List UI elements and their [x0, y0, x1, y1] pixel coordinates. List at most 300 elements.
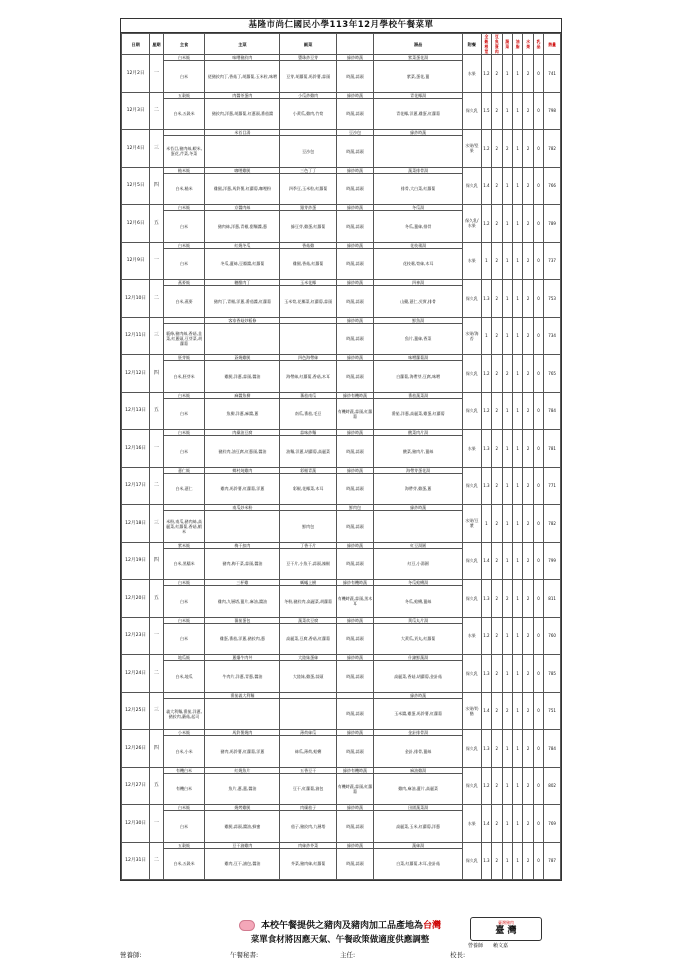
side-ingredients: 芥菜,豬肉絲,紅蘿蔔 — [280, 848, 336, 880]
main-ingredients: 豬絞肉,洋蔥,胡蘿蔔,紅蔥頭,番茄醬 — [205, 98, 280, 130]
weekday-cell: 四 — [150, 730, 164, 768]
nutrition-cell: 2 — [492, 242, 502, 280]
nutrition-cell: 2 — [523, 505, 533, 543]
notice-origin: 台灣 — [423, 921, 442, 931]
soup-name: 綠炒時蔬 — [374, 130, 463, 136]
side-dish2-name: 綠炒時蔬 — [336, 55, 374, 61]
nutrition-cell: 2 — [523, 730, 533, 768]
nutrition-cell: 1 — [502, 167, 512, 205]
nutrition-cell: 1 — [512, 842, 522, 880]
nutrition-cell: 2 — [492, 92, 502, 130]
main-ingredients: 豬肉,梅干菜,蒜頭,醬油 — [205, 548, 280, 580]
date-cell: 12月20日 — [122, 580, 150, 618]
nutrition-cell: 0 — [533, 805, 543, 843]
soup-ingredients — [374, 136, 463, 168]
main-dish-name: 南瓜炒米粉 — [205, 505, 280, 511]
nutrition-cell: 2 — [492, 280, 502, 318]
nutrition-cell: 1 — [512, 280, 522, 318]
nutrition-cell: 741 — [544, 55, 561, 93]
side-dish-name: 蕃茄南瓜 — [280, 392, 336, 398]
nutrition-cell: 1 — [502, 842, 512, 880]
side-ingredients: 高麗菜,豆腐,香菇,紅蘿蔔 — [280, 623, 336, 655]
nutrition-cell: 1 — [481, 505, 491, 543]
side-ingredients: 南瓜,番茄,毛豆 — [280, 398, 336, 430]
nutrition-cell: 787 — [544, 842, 561, 880]
header-cell — [336, 34, 374, 55]
soup-ingredients: 高麗菜,玉米,紅蘿蔔,洋蔥 — [374, 811, 463, 843]
soup-name: 田園蔬菜湯 — [374, 805, 463, 811]
date-cell: 12月11日 — [122, 317, 150, 355]
side-dish-name: 三色丁丁 — [280, 167, 336, 173]
main-dish-name: 馬鈴薯燒肉 — [205, 730, 280, 736]
soup-ingredients: 白蘿蔔,海帶芽,豆腐,味噌 — [374, 361, 463, 393]
soup-name: 鮮魚湯 — [374, 317, 463, 323]
side2-ingredients: 時蔬,蒜頭 — [336, 623, 374, 655]
soup-name: 紅豆湯圓 — [374, 542, 463, 548]
weekday-cell: 一 — [150, 55, 164, 93]
staple-ingredients: 白米 — [163, 586, 205, 618]
header-cell: 附餐 — [462, 34, 481, 55]
nutrition-cell: 771 — [544, 467, 561, 505]
header-cell: 湯品 — [374, 34, 463, 55]
header-cell: 日期 — [122, 34, 150, 55]
weekday-cell: 四 — [150, 167, 164, 205]
nutrition-cell: 2 — [523, 280, 533, 318]
extra-cell: 保久乳 — [462, 92, 481, 130]
staple-name: 白米飯 — [163, 580, 205, 586]
main-ingredients: 雞肉,馬鈴薯,紅蘿蔔,洋蔥 — [205, 473, 280, 505]
side2-ingredients: 時蔬,蒜頭 — [336, 286, 374, 318]
side-dish2-name: 綠炒時蔬 — [336, 167, 374, 173]
staple-name: 白米飯 — [163, 430, 205, 436]
side-dish2-name: 綠炒時蔬 — [336, 355, 374, 361]
side-ingredients: 彩椒,花椰菜,木耳 — [280, 473, 336, 505]
header-cell: 主菜 — [205, 34, 280, 55]
staple-name: 紫米飯 — [163, 542, 205, 548]
soup-ingredients: 玉米醬,雞蛋,馬鈴薯,紅蘿蔔 — [374, 698, 463, 730]
staple-name: 五穀飯 — [163, 842, 205, 848]
sign-director: 主任: — [340, 951, 356, 959]
nutrition-cell: 765 — [544, 355, 561, 393]
main-dish-name: 梅干扣肉 — [205, 542, 280, 548]
soup-ingredients: 紅豆,小湯圓 — [374, 548, 463, 580]
taiwan-pork-badge — [470, 917, 542, 941]
date-cell: 12月17日 — [122, 467, 150, 505]
date-cell: 12月9日 — [122, 242, 150, 280]
side2-ingredients: 時蔬,蒜頭 — [336, 811, 374, 843]
nutrition-cell: 1 — [502, 617, 512, 655]
nutrition-cell: 2 — [523, 355, 533, 393]
notice-line2: 菜單食材將因應天氣、午餐政策做適度供應調整 — [250, 935, 430, 945]
main-ingredients: 豬肉絲,洋蔥,青椒,甜麵醬,蔥 — [205, 211, 280, 243]
page-title: 基隆市尚仁國民小學113年12月學校午餐菜單 — [121, 19, 561, 33]
nutrition-cell: 1.3 — [481, 280, 491, 318]
sign-secretary: 午餐秘書: — [230, 951, 259, 959]
extra-cell: 保久乳 — [462, 355, 481, 393]
nutrition-cell: 1 — [512, 767, 522, 805]
weekday-cell: 三 — [150, 505, 164, 543]
weekday-cell: 四 — [150, 355, 164, 393]
side-dish-name: 蒜味炒麵 — [280, 430, 336, 436]
date-cell: 12月4日 — [122, 130, 150, 168]
nutrition-cell: 1.3 — [481, 430, 491, 468]
nutrition-cell: 2 — [523, 205, 533, 243]
nutrition-cell: 2 — [523, 767, 533, 805]
soup-ingredients: 青花椰,洋蔥,雞蛋,紅蘿蔔 — [374, 98, 463, 130]
nutrition-cell: 1.5 — [481, 92, 491, 130]
weekday-cell: 一 — [150, 242, 164, 280]
nutrition-cell: 2 — [523, 167, 533, 205]
staple-ingredients: 白米,糙米 — [163, 173, 205, 205]
nutrition-cell: 784 — [544, 392, 561, 430]
nutrition-cell: 1 — [502, 430, 512, 468]
menu-sheet — [120, 18, 562, 881]
staple-ingredients: 白米 — [163, 211, 205, 243]
main-ingredients: 雞蛋,番茄,洋蔥,豬絞肉,蔥 — [205, 623, 280, 655]
main-ingredients — [205, 323, 280, 355]
nutrition-cell: 2 — [492, 767, 502, 805]
soup-ingredients: 海帶芽,雞蛋,蔥 — [374, 473, 463, 505]
nutrition-cell: 753 — [544, 280, 561, 318]
staple-ingredients: 白米,黑糯米 — [163, 548, 205, 580]
side-ingredients: 豆沙包 — [280, 136, 336, 168]
side2-ingredients: 時蔬,蒜頭 — [336, 548, 374, 580]
weekday-cell: 五 — [150, 580, 164, 618]
nutrition-cell: 1 — [502, 280, 512, 318]
weekday-cell: 二 — [150, 655, 164, 693]
nutrition-cell: 811 — [544, 580, 561, 618]
side-dish-name: 玉米花椰 — [280, 280, 336, 286]
main-ingredients: 冬瓜,薑絲,豆瓣醬,紅蘿蔔 — [205, 248, 280, 280]
nutrition-cell: 1.3 — [481, 730, 491, 768]
nutrition-cell: 0 — [533, 392, 543, 430]
nutrition-cell: 1 — [502, 655, 512, 693]
soup-name: 青花椰湯 — [374, 92, 463, 98]
soup-name: 冬瓜湯 — [374, 205, 463, 211]
nutrition-cell: 1.2 — [481, 205, 491, 243]
side-dish-name: 彩椒青蔬 — [280, 467, 336, 473]
nutrition-cell: 2 — [492, 842, 502, 880]
side-ingredients — [280, 698, 336, 730]
nutrition-cell: 1 — [512, 92, 522, 130]
nutrition-cell: 2 — [492, 430, 502, 468]
nutrition-cell: 1.4 — [481, 692, 491, 730]
nutrition-cell: 1.3 — [481, 467, 491, 505]
side-ingredients: 四季豆,玉米粒,紅蘿蔔 — [280, 173, 336, 205]
nutrition-cell: 2 — [523, 392, 533, 430]
side2-ingredients: 時蔬,蒜頭 — [336, 173, 374, 205]
main-ingredients: 雞腿,洋蔥,蒜頭,醬油 — [205, 361, 280, 393]
nutrition-cell: 2 — [523, 580, 533, 618]
nutrition-cell: 0 — [533, 692, 543, 730]
main-dish-name: 蕃茄蛋包 — [205, 617, 280, 623]
nutrition-cell: 1 — [512, 467, 522, 505]
sign-dietitian: 營養師: — [120, 951, 142, 959]
nutrition-cell: 2 — [523, 130, 533, 168]
soup-name: 綠炒時蔬 — [374, 505, 463, 511]
soup-name: 海帶芽蛋花湯 — [374, 467, 463, 473]
weekday-cell: 一 — [150, 805, 164, 843]
nutrition-cell: 2 — [502, 130, 512, 168]
staple-ingredients: 白米,胚芽米 — [163, 361, 205, 393]
soup-ingredients: 金針,排骨,薑絲 — [374, 736, 463, 768]
main-dish-name: 紅燒魚片 — [205, 767, 280, 773]
staple-ingredients: 白米 — [163, 811, 205, 843]
soup-name: 綠炒時蔬 — [374, 692, 463, 698]
nutrition-cell: 0 — [533, 355, 543, 393]
side-ingredients: 冬粉,豬絞肉,高麗菜,胡蘿蔔 — [280, 586, 336, 618]
side-dish2-name: 綠炒時蔬 — [336, 805, 374, 811]
nutrition-cell: 0 — [533, 467, 543, 505]
nutrition-cell: 0 — [533, 205, 543, 243]
side-ingredients: 豆干片,小魚干,蒜頭,辣椒 — [280, 548, 336, 580]
soup-ingredients: 白菜,紅蘿蔔,木耳,金針菇 — [374, 848, 463, 880]
side-dish2-name: 綠炒時蔬 — [336, 467, 374, 473]
nutrition-cell: 1 — [512, 430, 522, 468]
staple-ingredients: 義大利麵,番茄,洋蔥,豬絞肉,蘑菇,起司 — [163, 698, 205, 730]
nutrition-cell: 1 — [512, 55, 522, 93]
weekday-cell: 二 — [150, 92, 164, 130]
staple-name: 有機白米 — [163, 767, 205, 773]
extra-cell: 保久乳 — [462, 767, 481, 805]
nutrition-cell: 2 — [492, 692, 502, 730]
nutrition-cell: 1 — [502, 730, 512, 768]
extra-cell: 水果 — [462, 617, 481, 655]
side-dish2-name: 豆沙包 — [336, 130, 374, 136]
nutrition-cell: 802 — [544, 767, 561, 805]
staple-name: 五穀飯 — [163, 92, 205, 98]
weekday-cell: 一 — [150, 617, 164, 655]
nutrition-cell: 784 — [544, 730, 561, 768]
side2-ingredients: 時蔬,蒜頭 — [336, 361, 374, 393]
weekday-cell: 三 — [150, 317, 164, 355]
side-dish2-name: 綠炒時蔬 — [336, 317, 374, 323]
side-dish-name: 丁香干片 — [280, 542, 336, 548]
side-dish-name: 螞蟻上樹 — [280, 580, 336, 586]
nutrition-cell: 2 — [502, 355, 512, 393]
nutrition-cell: 1 — [502, 92, 512, 130]
staple-ingredients: 米粉,南瓜,豬肉絲,高麗菜,紅蘿蔔,香菇,蝦米 — [163, 511, 205, 543]
side2-ingredients: 有機時蔬,蒜頭,黑木耳 — [336, 586, 374, 618]
date-cell: 12月13日 — [122, 392, 150, 430]
side-dish2-name: 綠炒有機時蔬 — [336, 580, 374, 586]
soup-ingredients: 紫菜,蛋花,薑 — [374, 61, 463, 93]
side-dish-name: 銀芽炒蛋 — [280, 205, 336, 211]
side-ingredients: 豆芽,胡蘿蔔,馬鈴薯,蒜頭 — [280, 61, 336, 93]
staple-ingredients: 白米,五穀米 — [163, 98, 205, 130]
extra-cell: 保久乳/水果 — [462, 205, 481, 243]
date-cell: 12月19日 — [122, 542, 150, 580]
nutrition-cell: 1.2 — [481, 55, 491, 93]
nutrition-cell: 2 — [492, 730, 502, 768]
main-dish-name: 鄉村炖雞肉 — [205, 467, 280, 473]
side-ingredients: 小黃瓜,雞肉,竹筍 — [280, 98, 336, 130]
staple-ingredients: 白米 — [163, 61, 205, 93]
main-dish-name: 豆干滷雞肉 — [205, 842, 280, 848]
nutrition-cell: 1 — [502, 55, 512, 93]
extra-cell: 水果 — [462, 805, 481, 843]
date-cell: 12月12日 — [122, 355, 150, 393]
nutrition-cell: 1.2 — [481, 617, 491, 655]
nutrition-cell: 0 — [533, 92, 543, 130]
side-dish-name: 五香豆干 — [280, 767, 336, 773]
nutrition-cell: 798 — [544, 92, 561, 130]
main-dish-name: 米苔目湯 — [205, 130, 280, 136]
extra-cell: 水果 — [462, 55, 481, 93]
main-ingredients: 豬絞肉,油豆腐,紅蔥頭,醬油 — [205, 436, 280, 468]
staple-ingredients: 米苔目,豬肉絲,蝦米,蛋花,芹菜,冬菜 — [163, 136, 205, 168]
staple-name: 糙米飯 — [163, 167, 205, 173]
extra-cell: 水果/奶酪 — [462, 692, 481, 730]
date-cell: 12月23日 — [122, 617, 150, 655]
soup-name: 番茄蔬菜湯 — [374, 392, 463, 398]
side-ingredients: 絲瓜,薄荷,蛤蜊 — [280, 736, 336, 768]
nutrition-cell: 1.2 — [481, 355, 491, 393]
staple-ingredients: 粄條,豬肉絲,香菇,韭菜,紅蔥頭,豆芽菜,胡蘿蔔 — [163, 323, 205, 355]
main-ingredients: 佬豬絞肉丁,香菇丁,胡蘿蔔,玉米粒,味噌 — [205, 61, 280, 93]
extra-cell: 保久乳 — [462, 280, 481, 318]
soup-ingredients: 大黃瓜,貢丸,紅蘿蔔 — [374, 623, 463, 655]
side2-ingredients: 時蔬,蒜頭 — [336, 661, 374, 693]
weekday-cell: 三 — [150, 692, 164, 730]
main-ingredients: 雞腿,蒜頭,醬油,蜂蜜 — [205, 811, 280, 843]
nutrition-cell: 1 — [512, 730, 522, 768]
nutrition-cell: 782 — [544, 505, 561, 543]
nutrition-cell: 1 — [481, 242, 491, 280]
nutrition-cell: 0 — [533, 617, 543, 655]
nutrition-cell: 2 — [492, 580, 502, 618]
staple-ingredients: 白米 — [163, 248, 205, 280]
nutrition-cell: 1 — [512, 205, 522, 243]
nutrition-cell: 737 — [544, 242, 561, 280]
staple-ingredients: 白米,燕麥 — [163, 286, 205, 318]
date-cell: 12月30日 — [122, 805, 150, 843]
side2-ingredients: 時蔬,蒜頭 — [336, 698, 374, 730]
nutrition-cell: 1.3 — [481, 842, 491, 880]
main-ingredients — [205, 698, 280, 730]
side-dish-name: 肉絲炒芥菜 — [280, 842, 336, 848]
nutrition-cell: 1 — [502, 242, 512, 280]
staple-ingredients: 白米,五穀米 — [163, 848, 205, 880]
main-ingredients: 牛肉片,洋蔥,青蔥,醬油 — [205, 661, 280, 693]
side-dish2-name: 綠炒時蔬 — [336, 280, 374, 286]
header-cell: 油脂 — [512, 34, 522, 55]
nutrition-cell: 2 — [492, 617, 502, 655]
main-dish-name: 味噌豬絞肉 — [205, 55, 280, 61]
staple-ingredients: 白米 — [163, 436, 205, 468]
main-dish-name: 蔥爆牛肉丼 — [205, 655, 280, 661]
staple-name: 地瓜飯 — [163, 655, 205, 661]
nutrition-cell: 2 — [523, 842, 533, 880]
header-cell: 蔬菜 — [502, 34, 512, 55]
extra-cell: 保久乳 — [462, 842, 481, 880]
header-cell: 副菜 — [280, 34, 336, 55]
main-dish-name: 肉燥油豆腐 — [205, 430, 280, 436]
nutrition-cell: 2 — [492, 205, 502, 243]
soup-ingredients: 花枝羹,筍絲,木耳 — [374, 248, 463, 280]
menu-table — [121, 33, 561, 880]
nutrition-cell: 734 — [544, 317, 561, 355]
date-cell: 12月25日 — [122, 692, 150, 730]
soup-ingredients: 酸菜,豬肉片,薑絲 — [374, 436, 463, 468]
side-ingredients: 大陸妹,雞蛋,蒜頭 — [280, 661, 336, 693]
nutrition-cell: 2 — [523, 617, 533, 655]
dietitian-name: 營養師 賴文嘉 — [468, 943, 509, 949]
badge-top-text: 臺灣豬肉 — [498, 920, 514, 925]
extra-cell: 水果 — [462, 430, 481, 468]
staple-ingredients: 白米 — [163, 398, 205, 430]
nutrition-cell: 0 — [533, 730, 543, 768]
side2-ingredients: 時蔬,蒜頭 — [336, 848, 374, 880]
main-dish-name: 咖哩雞腿 — [205, 167, 280, 173]
date-cell: 12月6日 — [122, 205, 150, 243]
nutrition-cell: 2 — [523, 655, 533, 693]
side2-ingredients: 時蔬,蒜頭 — [336, 736, 374, 768]
date-cell: 12月5日 — [122, 167, 150, 205]
extra-cell: 保久乳 — [462, 580, 481, 618]
nutrition-cell: 0 — [533, 430, 543, 468]
side2-ingredients: 有機時蔬,蒜頭,紅蘿蔔 — [336, 398, 374, 430]
nutrition-cell: 0 — [533, 842, 543, 880]
nutrition-cell: 1 — [502, 205, 512, 243]
main-ingredients: 雞腿,洋蔥,馬鈴薯,紅蘿蔔,咖哩粉 — [205, 173, 280, 205]
nutrition-cell: 2 — [523, 805, 533, 843]
side-ingredients: 油麵,洋蔥,胡蘿蔔,高麗菜 — [280, 436, 336, 468]
soup-ingredients: 山藥,薏仁,芡實,排骨 — [374, 286, 463, 318]
nutrition-cell: 2 — [492, 542, 502, 580]
side-dish-name: 蔬菜炊豆腐 — [280, 617, 336, 623]
weekday-cell: 五 — [150, 205, 164, 243]
extra-cell: 水果/豆漿 — [462, 505, 481, 543]
staple-name: 白米飯 — [163, 205, 205, 211]
soup-name: 黃瓜丸片湯 — [374, 617, 463, 623]
main-dish-name: 京醬肉絲 — [205, 205, 280, 211]
date-cell: 12月27日 — [122, 767, 150, 805]
soup-name: 蔬絲湯 — [374, 842, 463, 848]
header-cell: 星期 — [150, 34, 164, 55]
date-cell: 12月3日 — [122, 92, 150, 130]
side-dish-name: 四色海帶絲 — [280, 355, 336, 361]
main-dish-name: 番茄義大利麵 — [205, 692, 280, 698]
extra-cell: 保久乳 — [462, 467, 481, 505]
nutrition-cell: 1 — [512, 355, 522, 393]
nutrition-cell: 2 — [502, 692, 512, 730]
soup-ingredients: 番茄,洋蔥,高麗菜,雞蛋,紅蘿蔔 — [374, 398, 463, 430]
nutrition-cell: 766 — [544, 167, 561, 205]
side2-ingredients: 時蔬,蒜頭 — [336, 323, 374, 355]
extra-cell: 水果 — [462, 242, 481, 280]
nutrition-cell: 1 — [502, 767, 512, 805]
staple-name: 胚芽飯 — [163, 355, 205, 361]
nutrition-cell: 1 — [481, 317, 491, 355]
nutrition-cell: 2 — [492, 317, 502, 355]
header-cell: 熱量 — [544, 34, 561, 55]
side-dish2-name: 綠炒時蔬 — [336, 842, 374, 848]
pig-icon — [239, 920, 255, 931]
nutrition-cell: 2 — [492, 655, 502, 693]
date-cell: 12月10日 — [122, 280, 150, 318]
main-ingredients: 魚片,蔥,薑,醬油 — [205, 773, 280, 805]
weekday-cell: 三 — [150, 130, 164, 168]
side-ingredients: 雞腿,香菇,紅蘿蔔 — [280, 248, 336, 280]
main-dish-name: 麻醬魚柳 — [205, 392, 280, 398]
table-header — [122, 34, 561, 55]
nutrition-cell: 0 — [533, 655, 543, 693]
soup-name: 蔬菜排骨湯 — [374, 167, 463, 173]
extra-cell: 水果/堅果 — [462, 130, 481, 168]
weekday-cell: 一 — [150, 430, 164, 468]
side2-ingredients: 時蔬,蒜頭 — [336, 136, 374, 168]
